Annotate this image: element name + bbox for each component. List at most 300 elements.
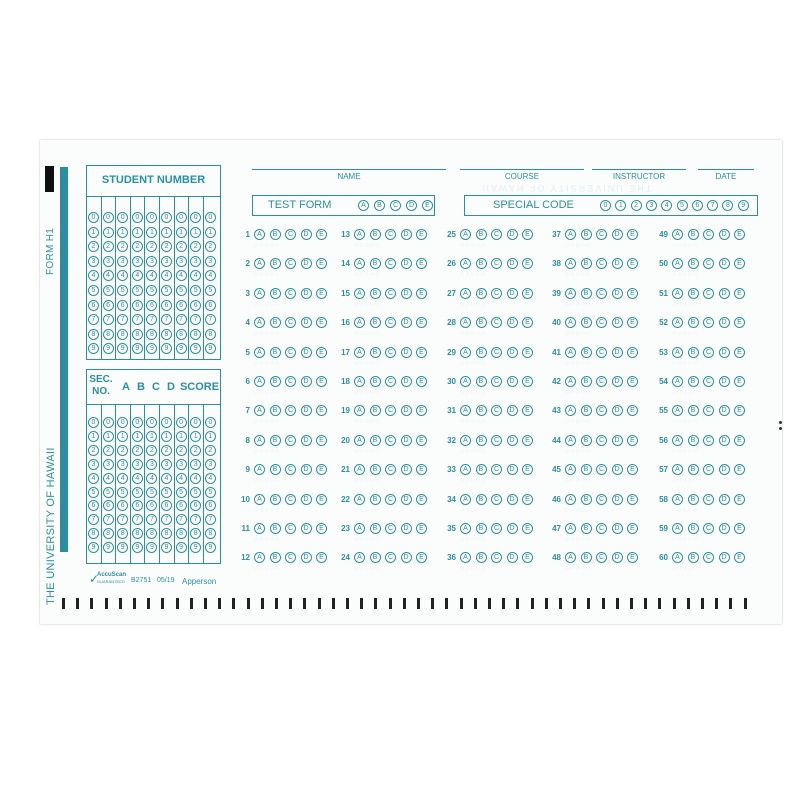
answer-bubble[interactable]: D	[401, 229, 412, 240]
answer-bubble[interactable]: E	[734, 347, 745, 358]
section-score-bubble[interactable]: 3	[132, 459, 143, 470]
answer-bubble[interactable]: E	[522, 523, 533, 534]
answer-bubble[interactable]: E	[316, 347, 327, 358]
answer-bubble[interactable]: B	[581, 435, 592, 446]
student-number-bubble[interactable]: 4	[176, 270, 187, 281]
student-number-bubble[interactable]: 8	[132, 329, 143, 340]
section-score-bubble[interactable]: 0	[146, 417, 157, 428]
student-number-bubble[interactable]: 1	[103, 227, 114, 238]
answer-bubble[interactable]: E	[734, 464, 745, 475]
section-score-bubble[interactable]: 1	[161, 431, 172, 442]
answer-bubble[interactable]: C	[703, 552, 714, 563]
student-number-bubble[interactable]: 8	[88, 329, 99, 340]
answer-bubble[interactable]: D	[612, 405, 623, 416]
answer-bubble[interactable]: C	[285, 347, 296, 358]
answer-bubble[interactable]: E	[522, 317, 533, 328]
answer-bubble[interactable]: D	[507, 347, 518, 358]
answer-bubble[interactable]: D	[301, 405, 312, 416]
answer-bubble[interactable]: E	[627, 347, 638, 358]
section-score-bubble[interactable]: 5	[176, 487, 187, 498]
section-score-bubble[interactable]: 1	[88, 431, 99, 442]
answer-bubble[interactable]: A	[460, 494, 471, 505]
student-number-bubble[interactable]: 6	[190, 300, 201, 311]
answer-bubble[interactable]: C	[491, 523, 502, 534]
answer-bubble[interactable]: A	[565, 229, 576, 240]
section-score-bubble[interactable]: 4	[117, 473, 128, 484]
answer-bubble[interactable]: E	[627, 229, 638, 240]
section-score-bubble[interactable]: 7	[132, 514, 143, 525]
section-score-bubble[interactable]: 0	[161, 417, 172, 428]
answer-bubble[interactable]: D	[401, 464, 412, 475]
answer-bubble[interactable]: C	[491, 347, 502, 358]
answer-bubble[interactable]: B	[581, 405, 592, 416]
answer-bubble[interactable]: E	[316, 435, 327, 446]
section-score-bubble[interactable]: 1	[146, 431, 157, 442]
student-number-bubble[interactable]: 5	[205, 285, 216, 296]
student-number-bubble[interactable]: 9	[117, 343, 128, 354]
answer-bubble[interactable]: E	[734, 258, 745, 269]
answer-bubble[interactable]: D	[401, 494, 412, 505]
answer-bubble[interactable]: A	[460, 435, 471, 446]
answer-bubble[interactable]: A	[254, 494, 265, 505]
special-code-bubble[interactable]: 6	[692, 200, 703, 211]
answer-bubble[interactable]: C	[491, 376, 502, 387]
answer-bubble[interactable]: E	[522, 376, 533, 387]
answer-bubble[interactable]: D	[719, 405, 730, 416]
special-code-bubble[interactable]: 5	[677, 200, 688, 211]
answer-bubble[interactable]: B	[688, 405, 699, 416]
student-number-bubble[interactable]: 0	[103, 212, 114, 223]
answer-bubble[interactable]: E	[416, 376, 427, 387]
answer-bubble[interactable]: D	[401, 376, 412, 387]
answer-bubble[interactable]: A	[565, 523, 576, 534]
answer-bubble[interactable]: E	[416, 552, 427, 563]
student-number-bubble[interactable]: 9	[205, 343, 216, 354]
section-score-bubble[interactable]: 6	[205, 500, 216, 511]
section-score-bubble[interactable]: 7	[146, 514, 157, 525]
student-number-bubble[interactable]: 5	[103, 285, 114, 296]
answer-bubble[interactable]: D	[301, 376, 312, 387]
answer-bubble[interactable]: A	[254, 347, 265, 358]
answer-bubble[interactable]: D	[507, 552, 518, 563]
answer-bubble[interactable]: D	[401, 552, 412, 563]
section-score-bubble[interactable]: 1	[205, 431, 216, 442]
student-number-bubble[interactable]: 3	[103, 256, 114, 267]
answer-bubble[interactable]: C	[385, 435, 396, 446]
student-number-bubble[interactable]: 7	[205, 314, 216, 325]
student-number-bubble[interactable]: 0	[88, 212, 99, 223]
answer-bubble[interactable]: B	[476, 552, 487, 563]
answer-bubble[interactable]: C	[491, 258, 502, 269]
answer-bubble[interactable]: C	[596, 376, 607, 387]
answer-bubble[interactable]: E	[627, 494, 638, 505]
answer-bubble[interactable]: D	[719, 229, 730, 240]
answer-bubble[interactable]: C	[703, 376, 714, 387]
answer-bubble[interactable]: D	[401, 288, 412, 299]
answer-bubble[interactable]: A	[672, 376, 683, 387]
section-score-bubble[interactable]: 6	[146, 500, 157, 511]
student-number-bubble[interactable]: 8	[103, 329, 114, 340]
section-score-bubble[interactable]: 0	[88, 417, 99, 428]
answer-bubble[interactable]: E	[734, 552, 745, 563]
student-number-bubble[interactable]: 5	[132, 285, 143, 296]
student-number-bubble[interactable]: 8	[161, 329, 172, 340]
section-score-bubble[interactable]: 6	[117, 500, 128, 511]
answer-bubble[interactable]: E	[627, 376, 638, 387]
answer-bubble[interactable]: E	[316, 405, 327, 416]
section-score-bubble[interactable]: 8	[132, 528, 143, 539]
answer-bubble[interactable]: C	[491, 552, 502, 563]
answer-bubble[interactable]: E	[416, 229, 427, 240]
answer-bubble[interactable]: C	[385, 258, 396, 269]
answer-bubble[interactable]: E	[627, 405, 638, 416]
student-number-bubble[interactable]: 8	[205, 329, 216, 340]
student-number-bubble[interactable]: 7	[146, 314, 157, 325]
answer-bubble[interactable]: E	[734, 288, 745, 299]
student-number-bubble[interactable]: 7	[176, 314, 187, 325]
answer-bubble[interactable]: D	[507, 435, 518, 446]
answer-bubble[interactable]: A	[354, 552, 365, 563]
answer-bubble[interactable]: C	[385, 552, 396, 563]
answer-bubble[interactable]: C	[285, 258, 296, 269]
section-score-bubble[interactable]: 5	[117, 487, 128, 498]
answer-bubble[interactable]: D	[507, 494, 518, 505]
answer-bubble[interactable]: B	[688, 229, 699, 240]
answer-bubble[interactable]: B	[476, 405, 487, 416]
section-score-bubble[interactable]: 2	[205, 445, 216, 456]
answer-bubble[interactable]: A	[354, 288, 365, 299]
answer-bubble[interactable]: C	[385, 376, 396, 387]
answer-bubble[interactable]: D	[612, 317, 623, 328]
section-score-bubble[interactable]: 1	[132, 431, 143, 442]
section-score-bubble[interactable]: 2	[190, 445, 201, 456]
answer-bubble[interactable]: D	[507, 523, 518, 534]
student-number-bubble[interactable]: 6	[205, 300, 216, 311]
answer-bubble[interactable]: E	[627, 464, 638, 475]
answer-bubble[interactable]: D	[301, 347, 312, 358]
answer-bubble[interactable]: E	[316, 464, 327, 475]
student-number-bubble[interactable]: 3	[205, 256, 216, 267]
answer-bubble[interactable]: B	[370, 405, 381, 416]
answer-bubble[interactable]: A	[565, 258, 576, 269]
special-code-bubble[interactable]: 9	[738, 200, 749, 211]
section-score-bubble[interactable]: 9	[161, 542, 172, 553]
answer-bubble[interactable]: A	[672, 347, 683, 358]
answer-bubble[interactable]: E	[734, 317, 745, 328]
answer-bubble[interactable]: A	[354, 347, 365, 358]
answer-bubble[interactable]: D	[612, 552, 623, 563]
section-score-bubble[interactable]: 0	[103, 417, 114, 428]
answer-bubble[interactable]: A	[672, 464, 683, 475]
answer-bubble[interactable]: D	[719, 435, 730, 446]
answer-bubble[interactable]: E	[522, 229, 533, 240]
answer-bubble[interactable]: B	[370, 435, 381, 446]
answer-bubble[interactable]: E	[416, 347, 427, 358]
answer-bubble[interactable]: E	[627, 523, 638, 534]
section-score-bubble[interactable]: 6	[103, 500, 114, 511]
answer-bubble[interactable]: D	[612, 258, 623, 269]
answer-bubble[interactable]: B	[688, 376, 699, 387]
answer-bubble[interactable]: B	[370, 258, 381, 269]
answer-bubble[interactable]: C	[285, 317, 296, 328]
student-number-bubble[interactable]: 7	[161, 314, 172, 325]
answer-bubble[interactable]: D	[719, 376, 730, 387]
section-score-bubble[interactable]: 1	[176, 431, 187, 442]
answer-bubble[interactable]: C	[596, 494, 607, 505]
answer-bubble[interactable]: C	[596, 229, 607, 240]
answer-bubble[interactable]: B	[476, 288, 487, 299]
section-score-bubble[interactable]: 5	[161, 487, 172, 498]
answer-bubble[interactable]: E	[734, 376, 745, 387]
section-score-bubble[interactable]: 0	[132, 417, 143, 428]
answer-bubble[interactable]: B	[581, 288, 592, 299]
answer-bubble[interactable]: D	[719, 347, 730, 358]
answer-bubble[interactable]: D	[301, 317, 312, 328]
section-score-bubble[interactable]: 2	[161, 445, 172, 456]
student-number-bubble[interactable]: 9	[146, 343, 157, 354]
student-number-bubble[interactable]: 6	[103, 300, 114, 311]
answer-bubble[interactable]: C	[491, 288, 502, 299]
special-code-bubble[interactable]: 0	[600, 200, 611, 211]
answer-bubble[interactable]: A	[460, 523, 471, 534]
answer-bubble[interactable]: D	[401, 523, 412, 534]
answer-bubble[interactable]: B	[476, 435, 487, 446]
student-number-bubble[interactable]: 1	[117, 227, 128, 238]
student-number-bubble[interactable]: 3	[88, 256, 99, 267]
answer-bubble[interactable]: A	[254, 258, 265, 269]
section-score-bubble[interactable]: 7	[205, 514, 216, 525]
student-number-bubble[interactable]: 2	[132, 241, 143, 252]
answer-bubble[interactable]: B	[370, 494, 381, 505]
answer-bubble[interactable]: B	[688, 464, 699, 475]
answer-bubble[interactable]: C	[703, 288, 714, 299]
student-number-bubble[interactable]: 9	[132, 343, 143, 354]
section-score-bubble[interactable]: 3	[190, 459, 201, 470]
section-score-bubble[interactable]: 4	[103, 473, 114, 484]
student-number-bubble[interactable]: 6	[176, 300, 187, 311]
answer-bubble[interactable]: B	[581, 229, 592, 240]
answer-bubble[interactable]: D	[612, 288, 623, 299]
section-score-bubble[interactable]: 3	[161, 459, 172, 470]
answer-bubble[interactable]: D	[612, 229, 623, 240]
section-score-bubble[interactable]: 0	[117, 417, 128, 428]
answer-bubble[interactable]: E	[416, 258, 427, 269]
section-score-bubble[interactable]: 8	[176, 528, 187, 539]
answer-bubble[interactable]: C	[285, 288, 296, 299]
section-score-bubble[interactable]: 9	[88, 542, 99, 553]
section-score-bubble[interactable]: 3	[88, 459, 99, 470]
answer-bubble[interactable]: B	[476, 317, 487, 328]
section-score-bubble[interactable]: 8	[146, 528, 157, 539]
student-number-bubble[interactable]: 3	[176, 256, 187, 267]
student-number-bubble[interactable]: 3	[132, 256, 143, 267]
answer-bubble[interactable]: B	[476, 347, 487, 358]
student-number-bubble[interactable]: 2	[176, 241, 187, 252]
section-score-bubble[interactable]: 4	[88, 473, 99, 484]
answer-bubble[interactable]: E	[734, 494, 745, 505]
section-score-bubble[interactable]: 4	[205, 473, 216, 484]
section-score-bubble[interactable]: 4	[146, 473, 157, 484]
special-code-bubble[interactable]: 4	[661, 200, 672, 211]
answer-bubble[interactable]: E	[734, 405, 745, 416]
section-score-bubble[interactable]: 8	[161, 528, 172, 539]
answer-bubble[interactable]: D	[301, 494, 312, 505]
section-score-bubble[interactable]: 8	[205, 528, 216, 539]
section-score-bubble[interactable]: 4	[161, 473, 172, 484]
student-number-bubble[interactable]: 4	[103, 270, 114, 281]
section-score-bubble[interactable]: 7	[103, 514, 114, 525]
section-score-bubble[interactable]: 3	[176, 459, 187, 470]
answer-bubble[interactable]: E	[316, 494, 327, 505]
answer-bubble[interactable]: E	[316, 552, 327, 563]
answer-bubble[interactable]: A	[254, 405, 265, 416]
student-number-bubble[interactable]: 5	[146, 285, 157, 296]
answer-bubble[interactable]: C	[703, 464, 714, 475]
answer-bubble[interactable]: E	[316, 229, 327, 240]
answer-bubble[interactable]: B	[270, 552, 281, 563]
answer-bubble[interactable]: A	[672, 258, 683, 269]
answer-bubble[interactable]: D	[719, 317, 730, 328]
answer-bubble[interactable]: A	[672, 523, 683, 534]
student-number-bubble[interactable]: 4	[205, 270, 216, 281]
section-score-bubble[interactable]: 0	[205, 417, 216, 428]
section-score-bubble[interactable]: 3	[117, 459, 128, 470]
answer-bubble[interactable]: C	[385, 347, 396, 358]
answer-bubble[interactable]: D	[719, 523, 730, 534]
answer-bubble[interactable]: E	[416, 494, 427, 505]
answer-bubble[interactable]: D	[301, 435, 312, 446]
student-number-bubble[interactable]: 7	[132, 314, 143, 325]
answer-bubble[interactable]: B	[370, 376, 381, 387]
student-number-bubble[interactable]: 8	[176, 329, 187, 340]
answer-bubble[interactable]: B	[270, 288, 281, 299]
student-number-bubble[interactable]: 0	[205, 212, 216, 223]
student-number-bubble[interactable]: 4	[132, 270, 143, 281]
answer-bubble[interactable]: A	[254, 229, 265, 240]
answer-bubble[interactable]: E	[416, 464, 427, 475]
answer-bubble[interactable]: E	[522, 552, 533, 563]
section-score-bubble[interactable]: 4	[132, 473, 143, 484]
answer-bubble[interactable]: B	[688, 288, 699, 299]
answer-bubble[interactable]: A	[254, 376, 265, 387]
student-number-bubble[interactable]: 3	[190, 256, 201, 267]
answer-bubble[interactable]: C	[285, 552, 296, 563]
answer-bubble[interactable]: D	[612, 347, 623, 358]
answer-bubble[interactable]: D	[719, 258, 730, 269]
answer-bubble[interactable]: E	[734, 523, 745, 534]
answer-bubble[interactable]: A	[672, 435, 683, 446]
answer-bubble[interactable]: B	[270, 494, 281, 505]
special-code-bubble[interactable]: 1	[615, 200, 626, 211]
answer-bubble[interactable]: D	[719, 464, 730, 475]
answer-bubble[interactable]: C	[285, 523, 296, 534]
answer-bubble[interactable]: D	[507, 229, 518, 240]
answer-bubble[interactable]: D	[719, 288, 730, 299]
answer-bubble[interactable]: B	[688, 494, 699, 505]
section-score-bubble[interactable]: 3	[103, 459, 114, 470]
student-number-bubble[interactable]: 9	[161, 343, 172, 354]
answer-bubble[interactable]: B	[270, 376, 281, 387]
answer-bubble[interactable]: A	[354, 258, 365, 269]
answer-bubble[interactable]: B	[370, 552, 381, 563]
student-number-bubble[interactable]: 1	[88, 227, 99, 238]
student-number-bubble[interactable]: 7	[190, 314, 201, 325]
student-number-bubble[interactable]: 7	[88, 314, 99, 325]
test-form-bubble[interactable]: D	[406, 200, 417, 211]
student-number-bubble[interactable]: 9	[176, 343, 187, 354]
student-number-bubble[interactable]: 4	[146, 270, 157, 281]
answer-bubble[interactable]: A	[460, 347, 471, 358]
student-number-bubble[interactable]: 4	[190, 270, 201, 281]
answer-bubble[interactable]: A	[672, 552, 683, 563]
answer-bubble[interactable]: C	[596, 317, 607, 328]
student-number-bubble[interactable]: 6	[161, 300, 172, 311]
answer-bubble[interactable]: D	[612, 494, 623, 505]
answer-bubble[interactable]: C	[596, 258, 607, 269]
answer-bubble[interactable]: B	[370, 347, 381, 358]
student-number-bubble[interactable]: 8	[117, 329, 128, 340]
answer-bubble[interactable]: E	[522, 405, 533, 416]
test-form-bubble[interactable]: A	[358, 200, 369, 211]
section-score-bubble[interactable]: 1	[117, 431, 128, 442]
section-score-bubble[interactable]: 6	[190, 500, 201, 511]
special-code-bubble[interactable]: 7	[707, 200, 718, 211]
section-score-bubble[interactable]: 6	[161, 500, 172, 511]
student-number-bubble[interactable]: 5	[161, 285, 172, 296]
answer-bubble[interactable]: B	[688, 552, 699, 563]
answer-bubble[interactable]: C	[596, 523, 607, 534]
student-number-bubble[interactable]: 0	[132, 212, 143, 223]
answer-bubble[interactable]: B	[688, 435, 699, 446]
answer-bubble[interactable]: B	[476, 258, 487, 269]
answer-bubble[interactable]: B	[476, 376, 487, 387]
answer-bubble[interactable]: C	[385, 464, 396, 475]
answer-bubble[interactable]: B	[581, 347, 592, 358]
answer-bubble[interactable]: D	[507, 376, 518, 387]
answer-bubble[interactable]: B	[270, 523, 281, 534]
answer-bubble[interactable]: A	[672, 494, 683, 505]
section-score-bubble[interactable]: 7	[190, 514, 201, 525]
test-form-bubble[interactable]: C	[390, 200, 401, 211]
student-number-bubble[interactable]: 0	[190, 212, 201, 223]
student-number-bubble[interactable]: 9	[88, 343, 99, 354]
answer-bubble[interactable]: E	[416, 288, 427, 299]
answer-bubble[interactable]: E	[627, 552, 638, 563]
answer-bubble[interactable]: C	[596, 347, 607, 358]
answer-bubble[interactable]: A	[254, 523, 265, 534]
answer-bubble[interactable]: B	[270, 347, 281, 358]
section-score-bubble[interactable]: 0	[176, 417, 187, 428]
section-score-bubble[interactable]: 5	[205, 487, 216, 498]
answer-bubble[interactable]: D	[612, 464, 623, 475]
answer-bubble[interactable]: B	[688, 523, 699, 534]
answer-bubble[interactable]: B	[476, 464, 487, 475]
student-number-bubble[interactable]: 1	[161, 227, 172, 238]
answer-bubble[interactable]: C	[491, 405, 502, 416]
answer-bubble[interactable]: D	[507, 288, 518, 299]
section-score-bubble[interactable]: 9	[146, 542, 157, 553]
answer-bubble[interactable]: D	[401, 317, 412, 328]
student-number-bubble[interactable]: 2	[88, 241, 99, 252]
answer-bubble[interactable]: A	[354, 229, 365, 240]
answer-bubble[interactable]: B	[370, 317, 381, 328]
answer-bubble[interactable]: E	[627, 435, 638, 446]
answer-bubble[interactable]: A	[354, 523, 365, 534]
answer-bubble[interactable]: C	[385, 405, 396, 416]
answer-bubble[interactable]: B	[581, 494, 592, 505]
answer-bubble[interactable]: E	[522, 464, 533, 475]
answer-bubble[interactable]: A	[565, 435, 576, 446]
